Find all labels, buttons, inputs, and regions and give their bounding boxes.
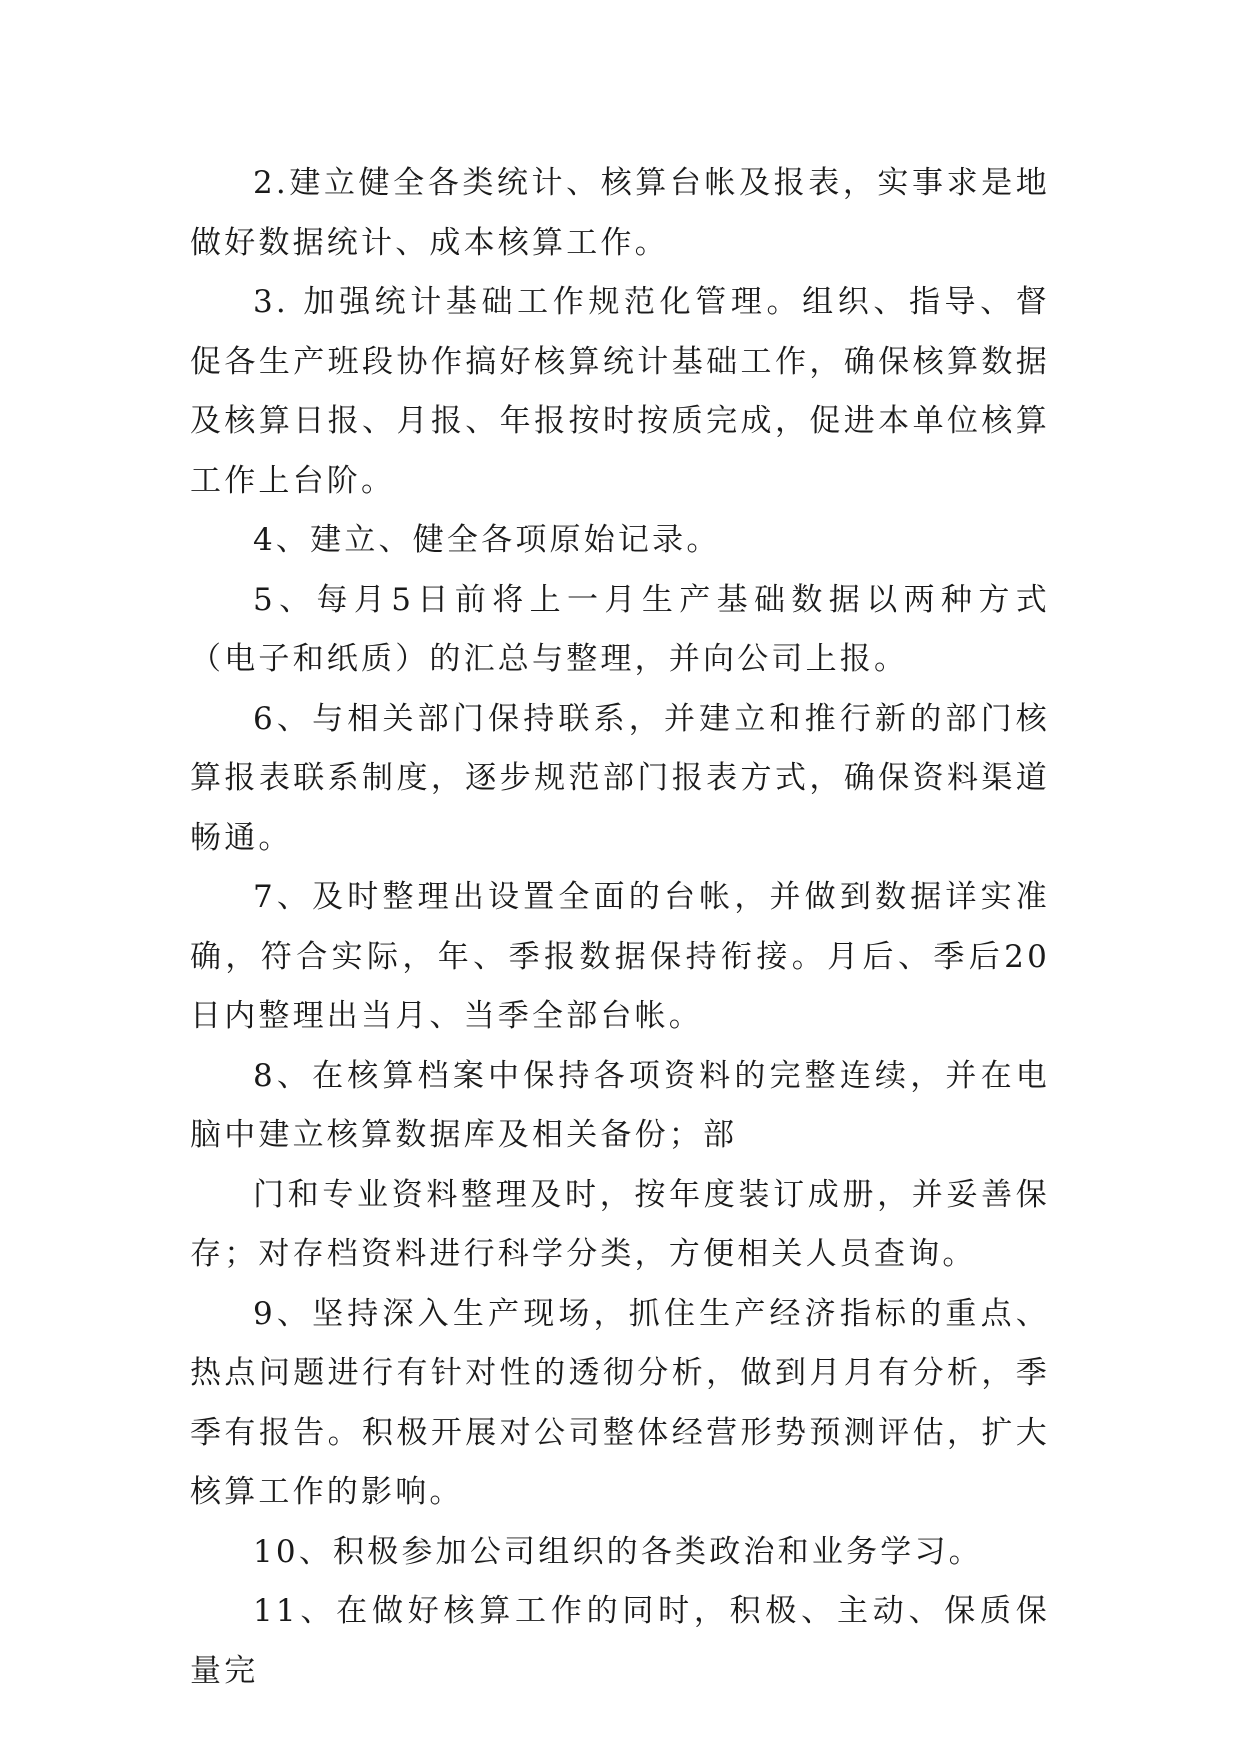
paragraph-item-4: 4、建立、健全各项原始记录。 <box>253 522 721 558</box>
paragraph-item-9: 9、坚持深入生产现场，抓住生产经济指标的重点、热点问题进行有针对性的透彻分析，做到月月有分析，季季有报告。积极开展对公司整体经营形势预测评估，扩大核算工作的影响。 <box>190 1295 1050 1510</box>
paragraph-item-5: 5、每月5日前将上一月生产基础数据以两种方式（电子和纸质）的汇总与整理，并向公司上报。 <box>190 581 1050 677</box>
paragraph-item-3: 3. 加强统计基础工作规范化管理。组织、指导、督促各生产班段协作搞好核算统计基础工作，确保核算数据及核算日报、月报、年报按时按质完成，促进本单位核算工作上台阶。 <box>190 284 1050 499</box>
paragraph-item-8-continued: 门和专业资料整理及时，按年度装订成册，并妥善保存；对存档资料进行科学分类，方便相关人员查询。 <box>190 1176 1050 1272</box>
document-body <box>190 154 1050 1701</box>
paragraph-item-6: 6、与相关部门保持联系，并建立和推行新的部门核算报表联系制度，逐步规范部门报表方式，确保资料渠道畅通。 <box>190 700 1050 856</box>
paragraph-item-11: 11、在做好核算工作的同时，积极、主动、保质保量完 <box>190 1593 1050 1689</box>
paragraph-item-8: 8、在核算档案中保持各项资料的完整连续，并在电脑中建立核算数据库及相关备份；部 <box>190 1057 1050 1153</box>
paragraph-item-10: 10、积极参加公司组织的各类政治和业务学习。 <box>253 1533 983 1570</box>
paragraph-item-7: 7、及时整理出设置全面的台帐，并做到数据详实准确，符合实际，年、季报数据保持衔接。月后、季后20日内整理出当月、当季全部台帐。 <box>190 879 1050 1034</box>
paragraph-item-2: 2.建立健全各类统计、核算台帐及报表，实事求是地做好数据统计、成本核算工作。 <box>190 165 1050 261</box>
